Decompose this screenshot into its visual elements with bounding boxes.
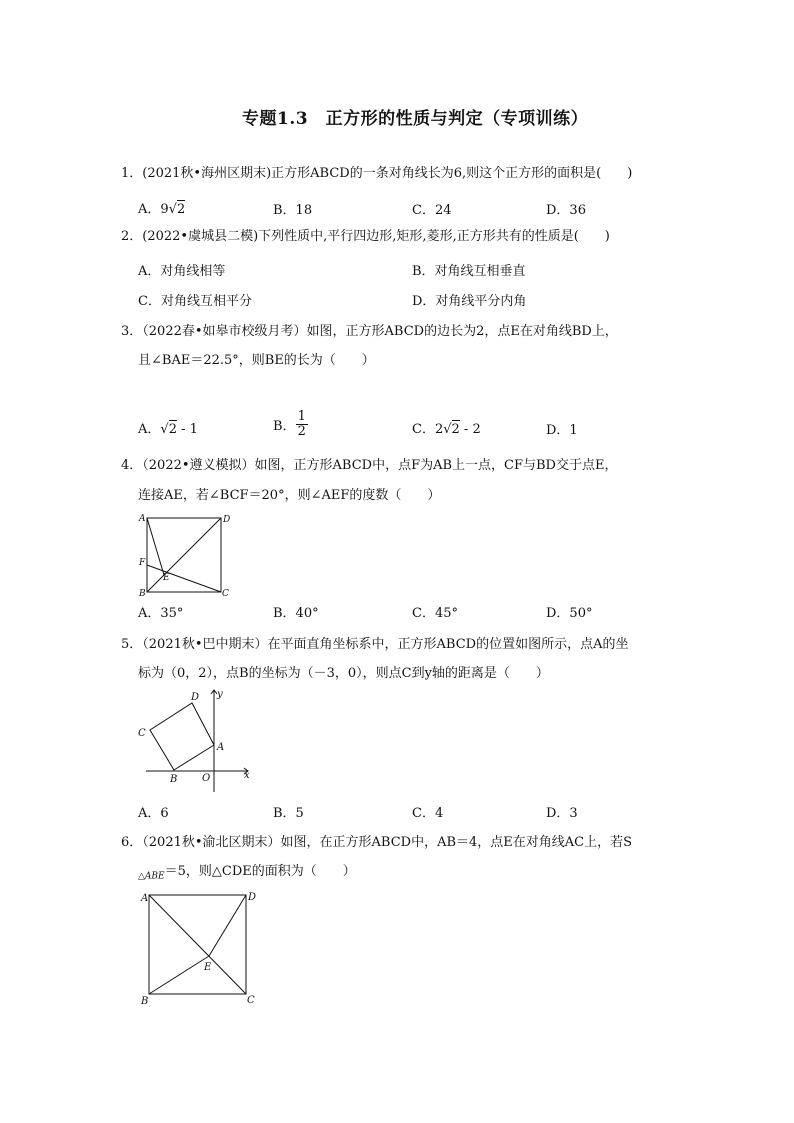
q6-label-c: C [247, 995, 255, 1006]
q6-diagonal-ac [149, 895, 246, 994]
q3-option-d: D．1 [546, 423, 578, 438]
q3-option-c: C．2√2 - 2 [412, 422, 481, 437]
q4-option-a: A．35° [138, 606, 184, 621]
page-title: 专题1.3 正方形的性质与判定（专项训练） [242, 109, 589, 129]
q4-option-d: D．50° [546, 606, 593, 621]
q6-subscript-abe: △ABE [138, 871, 165, 882]
q3-option-a-radicand: 2 [168, 422, 177, 437]
q4-option-c: C．45° [412, 606, 458, 621]
q3-option-a-suffix: - 1 [176, 422, 198, 437]
q4-option-b: B．40° [273, 606, 319, 621]
q5-label-b: B [170, 774, 178, 785]
q5-label-o: O [202, 773, 211, 784]
question-3-stem-line1: 3．（2022春•如皋市校级月考）如图，正方形ABCD的边长为2，点E在对角线BD上， [121, 324, 618, 339]
q3-option-b [273, 410, 308, 439]
q3-option-c-radicand: 2 [451, 422, 460, 437]
question-6-stem-line1: 6．（2021秋•渝北区期末）如图，在正方形ABCD中，AB＝4，点E在对角线AC上，若S [121, 835, 633, 850]
fraction-denominator: 2 [297, 424, 306, 439]
question-5-stem-line2: 标为（0，2），点B的坐标为（－3，0），则点C到y轴的距离是（ ） [138, 666, 549, 681]
q4-label-e: E [163, 573, 170, 583]
q5-label-x: x [244, 770, 250, 781]
q3-option-a-text: A． [138, 422, 161, 437]
q4-square-figure [134, 510, 234, 598]
question-1-stem: 1．(2021秋•海州区期末)正方形ABCD的一条对角线长为6,则这个正方形的面积是( ) [121, 166, 633, 181]
question-4-stem-line2: 连接AE，若∠BCF＝20°，则∠AEF的度数（ ） [138, 488, 441, 503]
q1-option-a-text: A．9 [138, 202, 169, 217]
q6-label-a: A [141, 893, 149, 904]
q2-option-b: B．对角线互相垂直 [412, 264, 526, 279]
q2-option-c: C．对角线互相平分 [138, 294, 252, 309]
q3-option-a: A．√2 - 1 [138, 422, 198, 437]
q5-label-d: D [191, 692, 200, 703]
question-4-stem-line1: 4．（2022•遵义模拟）如图，正方形ABCD中，点F为AB上一点，CF与BD交于点E， [121, 458, 618, 473]
q4-label-a: A [139, 514, 146, 524]
q6-segment-de [209, 895, 246, 956]
q4-label-d: D [223, 515, 231, 525]
q5-option-a: A．6 [138, 806, 169, 821]
q5-option-d: D．3 [546, 806, 578, 821]
q5-label-y: y [217, 689, 223, 700]
q3-option-c-suffix: - 2 [459, 422, 481, 437]
q2-option-d: D．对角线平分内角 [412, 294, 527, 309]
q2-option-a: A．对角线相等 [138, 264, 226, 279]
q4-label-b: B [139, 589, 146, 598]
q3-option-b-text: B． [273, 419, 296, 434]
q5-square-abcd [150, 703, 214, 770]
q5-coordinate-figure [134, 686, 252, 794]
q1-option-a-radicand: 2 [176, 202, 186, 217]
fraction-numerator: 1 [297, 409, 306, 424]
q6-stem-rest: ＝5，则△CDE的面积为（ ） [164, 864, 356, 879]
question-2-stem: 2．(2022•虞城县二模)下列性质中,平行四边形,矩形,菱形,正方形共有的性质是( ) [121, 229, 610, 244]
question-3-stem-line2: 且∠BAE＝22.5°，则BE的长为（ ） [138, 353, 375, 368]
q5-label-a: A [217, 742, 225, 753]
q1-option-b: B．18 [273, 203, 313, 218]
q6-segment-be [149, 956, 209, 994]
q3-option-c-text: C．2 [412, 422, 444, 437]
q4-label-f: F [139, 558, 146, 568]
q5-label-c: C [138, 728, 146, 739]
question-6-stem-line2 [138, 863, 356, 886]
q6-label-e: E [204, 962, 212, 973]
q6-label-b: B [141, 996, 149, 1007]
question-5-stem-line1: 5．（2021秋•巴中期末）在平面直角坐标系中，正方形ABCD的位置如图所示，点A的坐 [121, 637, 629, 652]
q3-option-b-fraction [296, 410, 308, 439]
q1-option-c: C．24 [412, 203, 452, 218]
q4-label-c: C [222, 589, 229, 598]
q5-option-b: B．5 [273, 806, 304, 821]
q1-option-a: A．9√2 [138, 202, 186, 217]
q5-option-c: C．4 [412, 806, 444, 821]
q6-label-d: D [248, 892, 257, 903]
q6-square-figure [134, 886, 264, 1010]
q1-option-d: D．36 [546, 203, 586, 218]
q4-segment-cf [147, 565, 221, 592]
